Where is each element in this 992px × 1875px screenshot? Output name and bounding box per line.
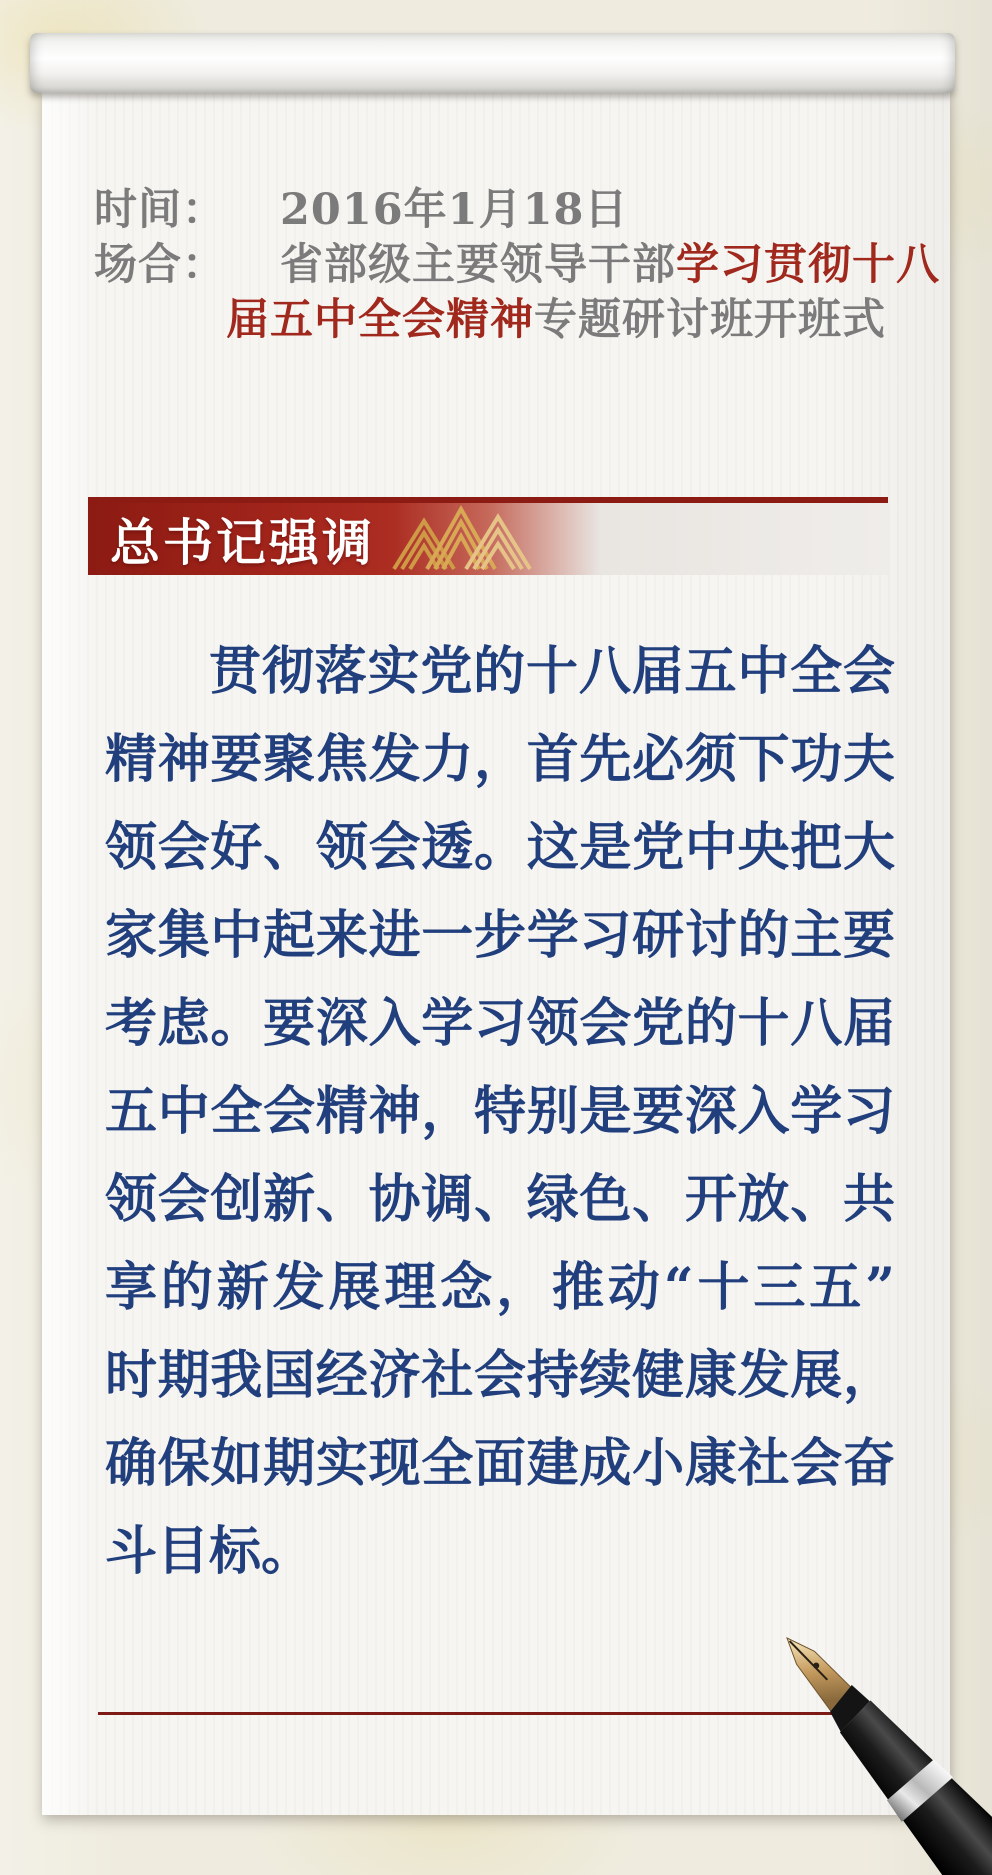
occasion-value-line1 [280, 238, 940, 293]
quote-line: 确保如期实现全面建成小康社会奋 [105, 1433, 895, 1494]
quote-line: 五中全会精神，特别是要深入学习 [105, 1081, 895, 1142]
quote-body [105, 628, 895, 1596]
occasion-label: 场合： [94, 240, 226, 290]
quote-line: 时期我国经济社会持续健康发展， [105, 1345, 895, 1406]
banner-ribbon [88, 503, 888, 575]
signature-line [98, 1712, 850, 1715]
quote-line: 精神要聚焦发力，首先必须下功夫 [105, 729, 895, 790]
occasion-red-part2: 届五中全会精神 [226, 295, 534, 345]
occasion-gray-part2: 专题研讨班开班式 [534, 295, 886, 345]
occasion-value-line2 [226, 293, 886, 348]
quote-line: 家集中起来进一步学习研讨的主要 [105, 905, 895, 966]
fountain-pen-icon [747, 1610, 992, 1875]
time-value: 2016年1月18日 [280, 185, 629, 235]
occasion-row-continued [94, 293, 924, 348]
section-banner [88, 497, 888, 575]
time-row [94, 183, 924, 238]
quote-line: 考虑。要深入学习领会党的十八届 [105, 993, 895, 1054]
scroll-roll-top [30, 33, 955, 93]
paper-sheet [42, 90, 950, 1815]
gold-mountains-icon [386, 503, 536, 573]
quote-line: 享的新发展理念，推动“十三五” [105, 1257, 895, 1318]
occasion-gray-part: 省部级主要领导干部 [280, 240, 676, 290]
time-label: 时间： [94, 185, 226, 235]
banner-title: 总书记强调 [110, 513, 375, 572]
quote-line: 斗目标。 [105, 1521, 314, 1582]
header-block [94, 183, 940, 348]
quote-line: 领会好、领会透。这是党中央把大 [105, 817, 895, 878]
quote-line: 领会创新、协调、绿色、开放、共 [105, 1169, 895, 1230]
quote-line: 贯彻落实党的十八届五中全会 [209, 641, 895, 702]
occasion-row [94, 238, 940, 293]
occasion-red-part: 学习贯彻十八 [676, 240, 940, 290]
